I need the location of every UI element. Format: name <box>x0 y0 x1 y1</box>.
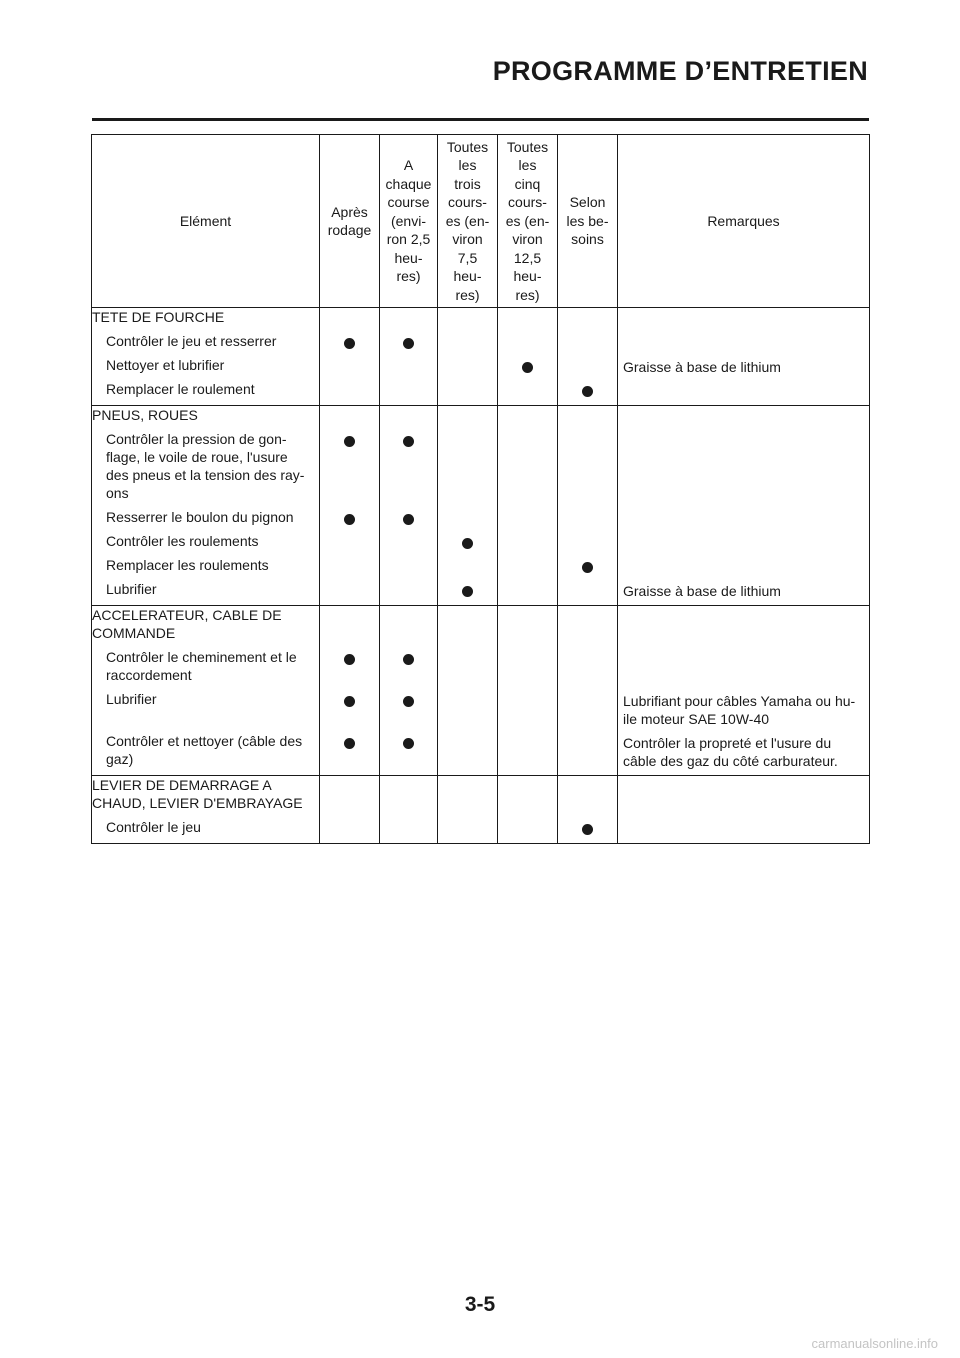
header-line: ron 2,5 <box>386 231 431 248</box>
interval-cell-apres-rodage <box>320 308 380 406</box>
task-line: Contrôler la pression de gon- <box>106 431 287 447</box>
task-line: Nettoyer et lubrifier <box>106 357 225 373</box>
section-row <box>92 406 870 606</box>
remark-cell <box>618 776 870 844</box>
interval-cell-cinq-courses <box>498 606 558 776</box>
task-line: Remplacer les roulements <box>106 557 269 573</box>
bullet-dot-icon <box>403 338 414 349</box>
remark-line: câble des gaz du côté carburateur. <box>623 753 838 769</box>
section-title: COMMANDE <box>92 625 176 641</box>
task-item <box>92 556 319 574</box>
interval-cell-trois-courses <box>438 606 498 776</box>
header-line: res) <box>455 286 480 303</box>
header-line: cours- <box>508 194 547 211</box>
header-line: cours- <box>448 194 487 211</box>
section-row <box>92 606 870 776</box>
interval-cell-apres-rodage <box>320 606 380 776</box>
task-item <box>92 356 319 374</box>
task-item <box>92 648 319 684</box>
col-header-cinq-courses <box>498 135 558 308</box>
header-line: rodage <box>327 222 372 238</box>
header-line: Toutes <box>506 138 549 155</box>
task-line: Contrôler le jeu <box>106 819 201 835</box>
remark-cell <box>618 606 870 776</box>
interval-cell-chaque-course <box>380 776 438 844</box>
bullet-dot-icon <box>403 514 414 525</box>
bullet-dot-icon <box>344 514 355 525</box>
remark-line: Lubrifiant pour câbles Yamaha ou hu- <box>623 693 856 709</box>
remark-text <box>623 582 865 600</box>
header-line: Selon <box>569 194 606 211</box>
header-line: course <box>387 194 430 211</box>
interval-cell-chaque-course <box>380 406 438 606</box>
remark-text <box>623 358 865 376</box>
header-line: les <box>518 157 537 174</box>
col-header-remarques <box>618 135 870 308</box>
bullet-dot-icon <box>403 696 414 707</box>
header-line: chaque <box>385 175 432 192</box>
bullet-dot-icon <box>403 654 414 665</box>
col-header-chaque-course <box>380 135 438 308</box>
element-cell <box>92 308 320 406</box>
remark-line: Contrôler la propreté et l'usure du <box>623 735 832 751</box>
header-line: trois <box>454 175 481 192</box>
task-item <box>92 532 319 550</box>
header-line: viron <box>452 231 483 248</box>
header-line: heu- <box>394 249 423 266</box>
header-line: les <box>458 157 477 174</box>
header-line: 12,5 <box>513 249 542 266</box>
header-line: es (en- <box>505 212 550 229</box>
interval-cell-selon-besoins <box>558 606 618 776</box>
interval-cell-chaque-course <box>380 606 438 776</box>
interval-cell-selon-besoins <box>558 776 618 844</box>
bullet-dot-icon <box>462 538 473 549</box>
section-title: ACCELERATEUR, CABLE DE <box>92 607 282 623</box>
interval-cell-selon-besoins <box>558 406 618 606</box>
bullet-dot-icon <box>344 338 355 349</box>
header-line: les be- <box>566 212 609 229</box>
header-line: soins <box>571 231 604 248</box>
task-line: ons <box>106 485 129 501</box>
section-title: TETE DE FOURCHE <box>92 309 225 325</box>
task-line: Lubrifier <box>106 691 157 707</box>
bullet-dot-icon <box>522 362 533 373</box>
remark-line: Graisse à base de lithium <box>623 359 781 375</box>
header-line: heu- <box>513 268 542 285</box>
bullet-dot-icon <box>582 562 593 573</box>
task-item <box>92 430 319 502</box>
header-line: Remarques <box>707 212 780 229</box>
header-line: heu- <box>453 268 482 285</box>
element-cell <box>92 606 320 776</box>
col-header-selon-besoins <box>558 135 618 308</box>
task-line: Contrôler le cheminement et le <box>106 649 297 665</box>
task-line: Contrôler les roulements <box>106 533 259 549</box>
interval-cell-trois-courses <box>438 776 498 844</box>
header-line: 7,5 <box>457 249 478 266</box>
task-line: des pneus et la tension des ray- <box>106 467 305 483</box>
interval-cell-trois-courses <box>438 406 498 606</box>
watermark: carmanualsonline.info <box>811 1336 938 1351</box>
bullet-dot-icon <box>582 824 593 835</box>
task-line: gaz) <box>106 751 134 767</box>
header-line: (envi- <box>390 212 426 229</box>
interval-cell-trois-courses <box>438 308 498 406</box>
remark-text <box>623 692 865 728</box>
bullet-dot-icon <box>462 586 473 597</box>
task-line: flage, le voile de roue, l'usure <box>106 449 288 465</box>
remark-cell <box>618 406 870 606</box>
interval-cell-cinq-courses <box>498 406 558 606</box>
bullet-dot-icon <box>344 738 355 749</box>
header-line: Après <box>331 203 368 220</box>
section-row <box>92 308 870 406</box>
header-line: res) <box>396 268 421 285</box>
task-item <box>92 818 319 836</box>
page-title: PROGRAMME D’ENTRETIEN <box>492 56 868 86</box>
interval-cell-chaque-course <box>380 308 438 406</box>
col-header-element <box>92 135 320 308</box>
header-line: Elément <box>179 212 232 229</box>
interval-cell-cinq-courses <box>498 776 558 844</box>
page-number: 3-5 <box>464 1293 496 1316</box>
bullet-dot-icon <box>403 738 414 749</box>
header-line: Toutes <box>446 138 489 155</box>
task-line: Resserrer le boulon du pignon <box>106 509 294 525</box>
bullet-dot-icon <box>344 654 355 665</box>
table-header-row <box>92 135 870 308</box>
col-header-trois-courses <box>438 135 498 308</box>
task-line: raccordement <box>106 667 192 683</box>
bullet-dot-icon <box>582 386 593 397</box>
remark-line: Graisse à base de lithium <box>623 583 781 599</box>
remark-text <box>623 734 865 770</box>
interval-cell-apres-rodage <box>320 776 380 844</box>
section-title: CHAUD, LEVIER D'EMBRAYAGE <box>92 795 303 811</box>
task-item <box>92 690 319 726</box>
task-item <box>92 732 319 768</box>
interval-cell-cinq-courses <box>498 308 558 406</box>
element-cell <box>92 776 320 844</box>
task-item <box>92 580 319 598</box>
title-divider <box>92 118 869 121</box>
bullet-dot-icon <box>344 696 355 707</box>
header-line: viron <box>512 231 543 248</box>
task-line: Remplacer le roulement <box>106 381 255 397</box>
maintenance-table <box>91 134 870 844</box>
task-item <box>92 508 319 526</box>
interval-cell-selon-besoins <box>558 308 618 406</box>
section-row <box>92 776 870 844</box>
interval-cell-apres-rodage <box>320 406 380 606</box>
bullet-dot-icon <box>344 436 355 447</box>
section-title: PNEUS, ROUES <box>92 407 198 423</box>
task-item <box>92 332 319 350</box>
task-item <box>92 380 319 398</box>
remark-line: ile moteur SAE 10W-40 <box>623 711 770 727</box>
task-line: Contrôler et nettoyer (câble des <box>106 733 303 749</box>
header-line: cinq <box>514 175 541 192</box>
header-line: A <box>403 157 414 174</box>
section-title: LEVIER DE DEMARRAGE A <box>92 777 272 793</box>
element-cell <box>92 406 320 606</box>
header-line: es (en- <box>445 212 490 229</box>
bullet-dot-icon <box>403 436 414 447</box>
header-line: res) <box>515 286 540 303</box>
remark-cell <box>618 308 870 406</box>
col-header-apres-rodage <box>320 135 380 308</box>
task-line: Contrôler le jeu et resserrer <box>106 333 277 349</box>
task-line: Lubrifier <box>106 581 157 597</box>
